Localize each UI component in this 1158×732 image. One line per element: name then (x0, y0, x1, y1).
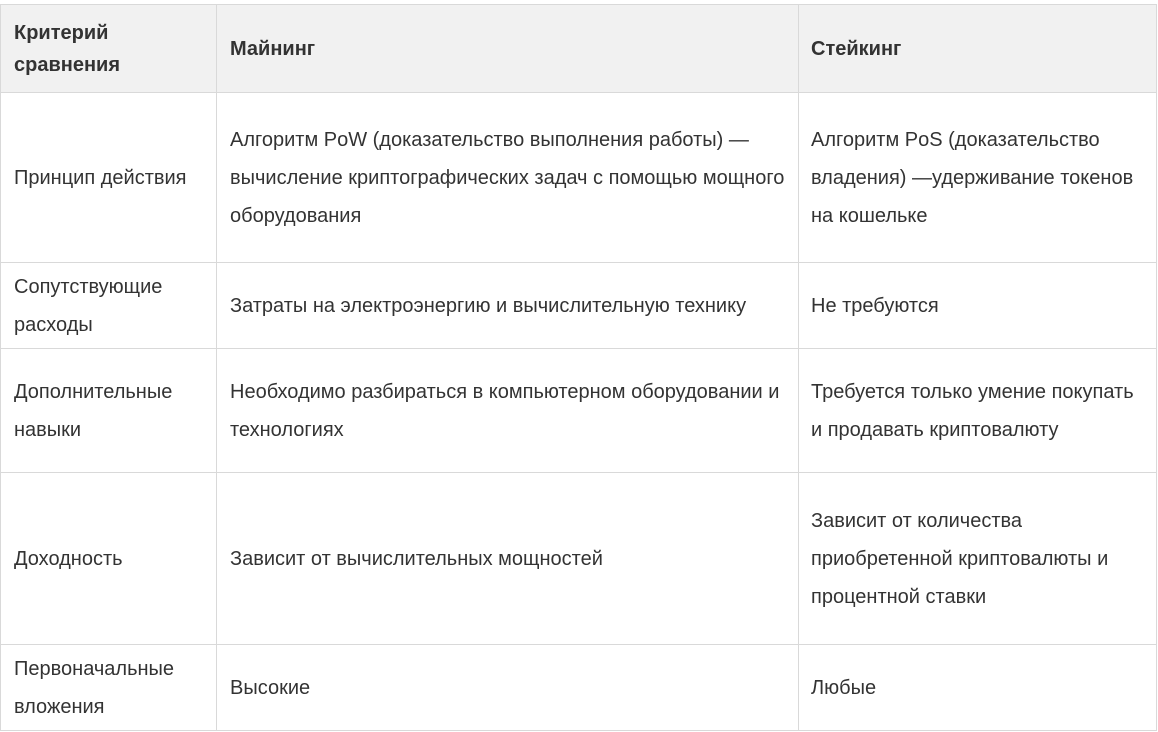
mining-cell: Необходимо разбираться в компьютерном оборудовании и технологиях (217, 349, 799, 473)
header-mining (217, 5, 799, 93)
mining-cell: Высокие (217, 645, 799, 731)
criterion-cell: Принцип действия (1, 93, 217, 263)
criterion-cell: Сопутствующие расходы (1, 263, 217, 349)
header-criterion (1, 5, 217, 93)
staking-cell: Алгоритм PoS (доказательство владения) —удерживание токенов на кошельке (799, 93, 1157, 263)
staking-cell: Зависит от количества приобретенной криптовалюты и процентной ставки (799, 473, 1157, 645)
table-row (1, 473, 1157, 645)
staking-cell: Не требуются (799, 263, 1157, 349)
criterion-cell: Первоначальные вложения (1, 645, 217, 731)
header-staking-label: Стейкинг (811, 37, 902, 60)
header-criterion-label: Критерий сравнения (14, 21, 121, 76)
table-row (1, 645, 1157, 731)
mining-cell: Зависит от вычислительных мощностей (217, 473, 799, 645)
header-mining-label: Майнинг (230, 37, 316, 60)
criterion-cell: Дополнительные навыки (1, 349, 217, 473)
table-row (1, 349, 1157, 473)
criterion-cell: Доходность (1, 473, 217, 645)
header-staking (799, 5, 1157, 93)
staking-cell: Требуется только умение покупать и продавать криптовалюту (799, 349, 1157, 473)
mining-cell: Алгоритм PoW (доказательство выполнения работы) — вычисление криптографических задач с помощью мощного оборудования (217, 93, 799, 263)
table-row (1, 263, 1157, 349)
mining-cell: Затраты на электроэнергию и вычислительную технику (217, 263, 799, 349)
table-row (1, 93, 1157, 263)
table-header-row (1, 5, 1157, 93)
comparison-table (0, 4, 1157, 731)
staking-cell: Любые (799, 645, 1157, 731)
